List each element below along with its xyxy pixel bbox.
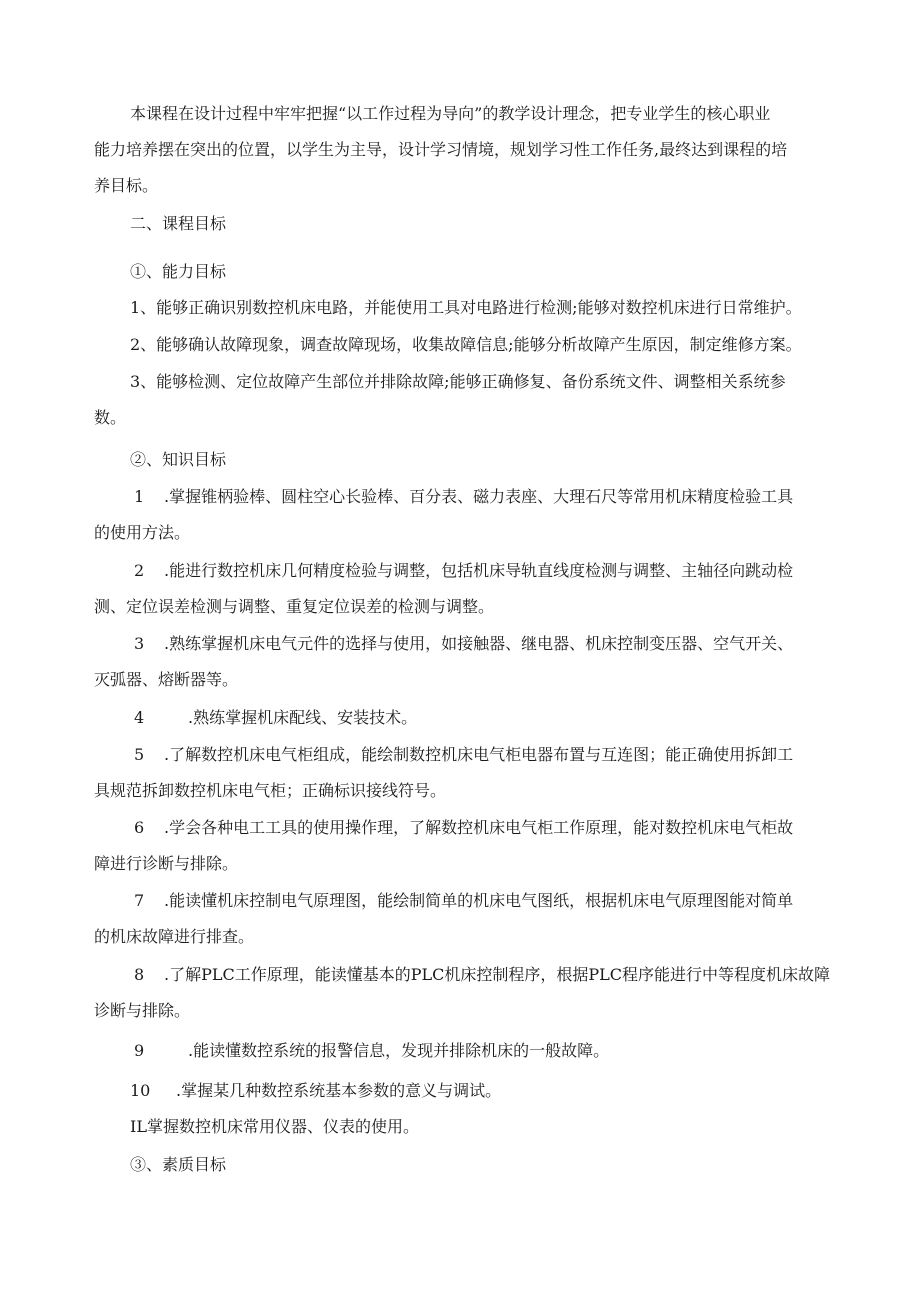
- knowledge-item-10: [130, 1081, 868, 1101]
- item-number: 7: [134, 891, 145, 910]
- item-number: 6: [134, 818, 145, 837]
- knowledge-heading: ②、知识目标: [130, 450, 227, 469]
- knowledge-item-5-line-2: 具规范拆卸数控机床电气柜；正确标识接线符号。: [94, 781, 447, 800]
- item-text: .能读懂数控系统的报警信息，发现并排除机床的一般故障。: [188, 1041, 610, 1060]
- knowledge-item-8-line-2: 诊断与排除。: [94, 1001, 191, 1020]
- knowledge-item-7-line-1: [134, 891, 872, 911]
- item-number: 1: [134, 487, 145, 506]
- knowledge-item-1-line-1: [134, 487, 872, 507]
- knowledge-item-1-line-2: 的使用方法。: [94, 523, 191, 542]
- ability-item-3-line-1: 3、能够检测、定位故障产生部位并排除故障;能够正确修复、备份系统文件、调整相关系统参: [130, 372, 786, 391]
- item-number: 3: [134, 634, 145, 653]
- item-text: .了解数控机床电气柜组成，能绘制数控机床电气柜电器布置与互连图；能正确使用拆卸工: [164, 745, 794, 764]
- item-text: .能进行数控机床几何精度检验与调整，包括机床导轨直线度检测与调整、主轴径向跳动检: [164, 561, 794, 580]
- ability-item-1: 1、能够正确识别数控机床电路，并能使用工具对电路进行检测;能够对数控机床进行日常维护。: [130, 298, 802, 317]
- ability-item-2: 2、能够确认故障现象，调查故障现场，收集故障信息;能够分析故障产生原因，制定维修方案。: [130, 335, 802, 354]
- intro-line-2: 能力培养摆在突出的位置，以学生为主导，设计学习情境，规划学习性工作任务,最终达到课程的培: [94, 140, 788, 159]
- knowledge-item-3-line-1: [134, 634, 872, 654]
- knowledge-item-2-line-1: [134, 561, 872, 581]
- item-number: 8: [134, 965, 145, 984]
- knowledge-item-4: [134, 708, 872, 728]
- section-title-course-goals: 二、课程目标: [130, 214, 227, 233]
- item-text: .了解PLC工作原理，能读懂基本的PLC机床控制程序，根据PLC程序能进行中等程度机床故障: [164, 965, 830, 984]
- item-number: 10: [130, 1081, 151, 1100]
- item-number: 9: [134, 1041, 145, 1060]
- knowledge-item-6-line-2: 障进行诊断与排除。: [94, 854, 239, 873]
- knowledge-item-9: [134, 1041, 872, 1061]
- ability-item-3-line-2: 数。: [94, 408, 127, 427]
- item-text: .能读懂机床控制电气原理图，能绘制简单的机床电气图纸，根据机床电气原理图能对简单: [164, 891, 794, 910]
- intro-line-1: 本课程在设计过程中牢牢把握“以工作过程为导向”的教学设计理念，把专业学生的核心职业: [130, 104, 771, 123]
- item-text: .掌握锥柄验棒、圆柱空心长验棒、百分表、磁力表座、大理石尺等常用机床精度检验工具: [164, 487, 794, 506]
- ability-heading: ①、能力目标: [130, 262, 227, 281]
- knowledge-item-5-line-1: [134, 745, 872, 765]
- item-number: 4: [134, 708, 145, 727]
- quality-heading: ③、素质目标: [130, 1155, 227, 1174]
- item-text: .掌握某几种数控系统基本参数的意义与调试。: [176, 1081, 502, 1100]
- intro-line-3: 养目标。: [94, 176, 159, 195]
- item-number: 5: [134, 745, 145, 764]
- item-text: .学会各种电工工具的使用操作理，了解数控机床电气柜工作原理，能对数控机床电气柜故: [164, 818, 794, 837]
- item-text: .熟练掌握机床电气元件的选择与使用，如接触器、继电器、机床控制变压器、空气开关、: [164, 634, 794, 653]
- knowledge-item-6-line-1: [134, 818, 872, 838]
- knowledge-item-7-line-2: 的机床故障进行排查。: [94, 927, 255, 946]
- item-number: 2: [134, 561, 145, 580]
- knowledge-item-8-line-1: [134, 965, 872, 985]
- knowledge-item-3-line-2: 灭弧器、熔断器等。: [94, 670, 239, 689]
- knowledge-item-11: IL掌握数控机床常用仪器、仪表的使用。: [130, 1117, 419, 1136]
- item-text: .熟练掌握机床配线、安装技术。: [188, 708, 418, 727]
- knowledge-item-2-line-2: 测、定位误差检测与调整、重复定位误差的检测与调整。: [94, 597, 495, 616]
